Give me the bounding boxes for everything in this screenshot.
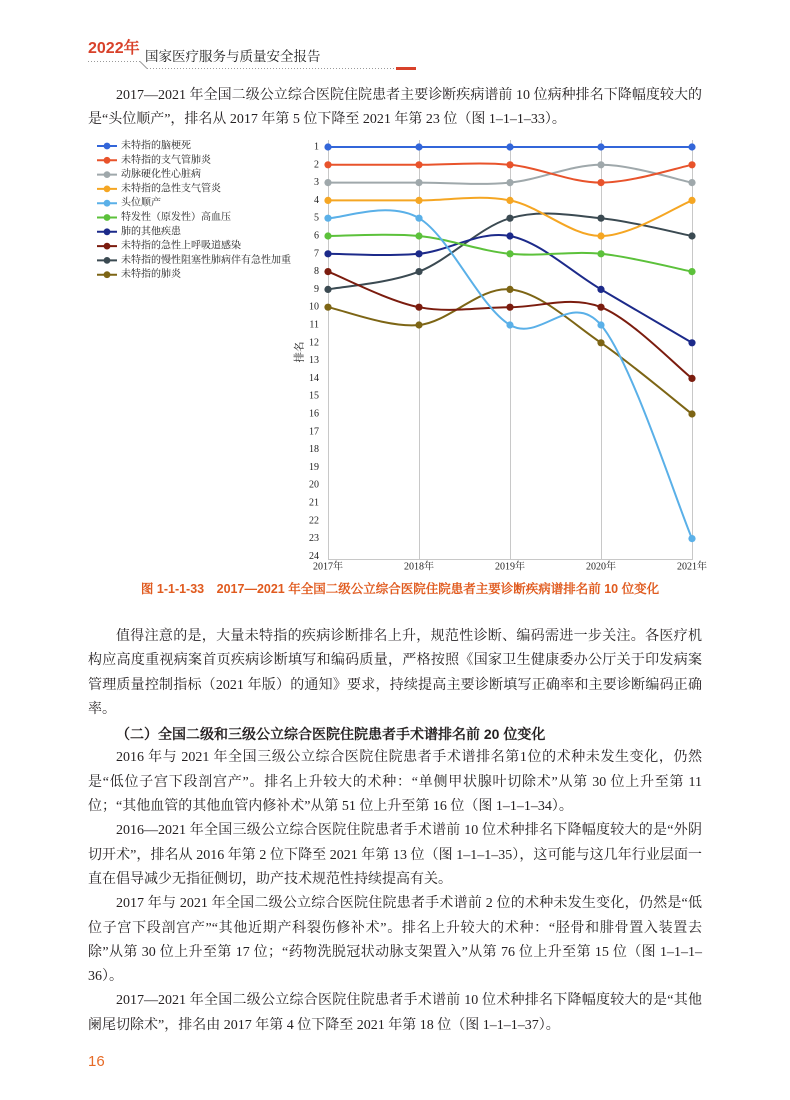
y-tick-label: 9 xyxy=(314,283,319,295)
data-point xyxy=(506,215,513,222)
data-point xyxy=(688,161,695,168)
legend-swatch-marker xyxy=(104,271,111,278)
legend-item xyxy=(97,139,191,152)
y-tick-label: 6 xyxy=(314,230,319,242)
data-point xyxy=(415,215,422,222)
legend-item xyxy=(97,167,201,180)
data-point xyxy=(415,321,422,328)
data-point xyxy=(688,232,695,239)
data-point xyxy=(506,304,513,311)
data-point xyxy=(415,197,422,204)
legend-item xyxy=(97,196,161,209)
legend-item xyxy=(97,210,231,223)
y-tick-label: 13 xyxy=(309,355,319,367)
y-tick-label: 1 xyxy=(314,141,319,153)
paragraph: 2016 年与 2021 年全国三级公立综合医院住院患者手术谱排名第1位的术种未发生变化，仍然是“低位子宫下段剖宫产”。排名上升较大的术种：“单侧甲状腺叶切除术”从第 30 位上升至第 11 位；“其他血管的其他血管内修补术”从第 51 位上升至第 16 位（图 1–1–1–34）。 xyxy=(88,750,702,815)
paragraph: 2017 年与 2021 年全国二级公立综合医院住院患者手术谱前 2 位的术种未发生变化，仍然是“低位子宫下段剖宫产”“其他近期产科裂伤修补术”。排名上升较大的术种：“胫骨和腓骨置入装置去除”从第 30 位上升至第 17 位；“药物洗脱冠状动脉支架置入”从第 76 位上升至第 15 位（图 1–1–1–36）。 xyxy=(88,896,702,985)
y-tick-label: 14 xyxy=(309,372,319,384)
legend-swatch-marker xyxy=(104,171,111,178)
y-tick-label: 16 xyxy=(309,408,319,420)
report-title: 国家医疗服务与质量安全报告 xyxy=(145,49,321,64)
legend-label: 未特指的脑梗死 xyxy=(121,140,191,152)
legend-label: 未特指的慢性阻塞性肺病伴有急性加重 xyxy=(121,254,291,266)
section-heading: （二）全国二级和三级公立综合医院住院患者手术谱排名前 20 位变化 xyxy=(116,726,546,743)
data-point xyxy=(415,232,422,239)
legend-item xyxy=(97,267,182,280)
data-point xyxy=(324,161,331,168)
legend-swatch-marker xyxy=(104,257,111,264)
data-point xyxy=(506,161,513,168)
legend-label: 动脉硬化性心脏病 xyxy=(121,169,201,181)
data-point xyxy=(324,197,331,204)
data-point xyxy=(506,197,513,204)
legend-label: 肺的其他疾患 xyxy=(121,226,181,238)
paragraph: 2016—2021 年全国三级公立综合医院住院患者手术谱前 10 位术种排名下降幅度较大的是“外阴切开术”，排名从 2016 年第 2 位下降至 2021 年第 13 位（图 1–1–1–35），这可能与这几年行业层面一直在倡导减少无指征侧切，助产技术规范性持续提高有关。 xyxy=(88,823,702,887)
legend-swatch-marker xyxy=(104,228,111,235)
data-point xyxy=(324,179,331,186)
page-number: 16 xyxy=(88,1053,105,1070)
data-point xyxy=(506,232,513,239)
legend-item xyxy=(97,239,241,252)
figure-caption xyxy=(88,580,712,598)
legend-swatch-marker xyxy=(104,186,111,193)
data-point xyxy=(597,250,604,257)
legend-label: 未特指的急性上呼吸道感染 xyxy=(121,240,241,252)
y-tick-label: 22 xyxy=(309,515,319,527)
data-point xyxy=(324,304,331,311)
data-point xyxy=(597,232,604,239)
legend-item xyxy=(97,253,291,266)
body-text xyxy=(88,625,702,1038)
legend-swatch-marker xyxy=(104,157,111,164)
data-point xyxy=(415,304,422,311)
data-point xyxy=(688,143,695,150)
y-tick-label: 8 xyxy=(314,266,319,278)
data-point xyxy=(506,143,513,150)
y-tick-label: 5 xyxy=(314,212,319,224)
x-tick-label: 2021年 xyxy=(677,561,707,573)
data-point xyxy=(324,143,331,150)
y-tick-label: 10 xyxy=(309,301,319,313)
x-tick-label: 2019年 xyxy=(495,561,525,573)
data-point xyxy=(324,215,331,222)
data-point xyxy=(324,232,331,239)
header-rule xyxy=(86,57,420,73)
data-point xyxy=(415,143,422,150)
legend-item xyxy=(97,153,212,166)
legend-swatch-marker xyxy=(104,200,111,207)
header-accent-bar xyxy=(396,67,416,70)
y-tick-label: 21 xyxy=(309,497,319,509)
y-tick-label: 19 xyxy=(309,461,319,473)
data-point xyxy=(506,250,513,257)
y-tick-label: 20 xyxy=(309,479,319,491)
data-point xyxy=(597,161,604,168)
paragraph: 2017—2021 年全国二级公立综合医院住院患者手术谱前 10 位术种排名下降幅度较大的是“其他阑尾切除术”，排名由 2017 年第 4 位下降至 2021 年第 18 位（图 1–1–1–37）。 xyxy=(88,993,702,1033)
paragraph: 2017—2021 年全国二级公立综合医院住院患者主要诊断疾病谱前 10 位病种排名下降幅度较大的是“头位顺产”，排名从 2017 年第 5 位下降至 2021 年第 23 位（图 1–1–1–33）。 xyxy=(88,88,702,128)
y-tick-label: 12 xyxy=(309,337,319,349)
data-point xyxy=(415,179,422,186)
data-point xyxy=(688,410,695,417)
figure-number: 图 1-1-1-33 xyxy=(140,582,205,596)
x-axis-ticks xyxy=(313,560,707,573)
legend-swatch-marker xyxy=(104,214,111,221)
data-point xyxy=(688,268,695,275)
data-point xyxy=(415,268,422,275)
y-tick-label: 15 xyxy=(309,390,319,402)
data-point xyxy=(597,179,604,186)
data-point xyxy=(688,197,695,204)
data-point xyxy=(415,250,422,257)
data-point xyxy=(688,535,695,542)
data-point xyxy=(324,250,331,257)
data-point xyxy=(688,179,695,186)
y-tick-label: 2 xyxy=(314,159,319,171)
y-tick-label: 24 xyxy=(309,550,319,562)
x-tick-label: 2018年 xyxy=(404,561,434,573)
legend-swatch-marker xyxy=(104,143,111,150)
data-point xyxy=(506,321,513,328)
data-point xyxy=(597,286,604,293)
data-point xyxy=(506,179,513,186)
data-point xyxy=(688,375,695,382)
legend-label: 未特指的急性支气管炎 xyxy=(121,183,221,195)
legend-label: 特发性（原发性）高血压 xyxy=(121,212,231,223)
legend-label: 未特指的肺炎 xyxy=(121,269,181,281)
legend-label: 未特指的支气管肺炎 xyxy=(121,154,211,166)
report-year: 2022年 xyxy=(88,40,140,57)
data-point xyxy=(415,161,422,168)
intro-text xyxy=(88,84,702,133)
data-point xyxy=(506,286,513,293)
data-point xyxy=(324,286,331,293)
figure-title: 2017—2021 年全国二级公立综合医院住院患者主要诊断疾病谱排名前 10 位变化 xyxy=(216,582,660,596)
y-tick-label: 17 xyxy=(309,426,319,438)
y-tick-label: 3 xyxy=(314,177,319,189)
data-point xyxy=(324,268,331,275)
y-tick-label: 11 xyxy=(309,319,319,331)
data-point xyxy=(597,143,604,150)
y-tick-label: 18 xyxy=(309,444,319,456)
data-point xyxy=(597,321,604,328)
data-point xyxy=(688,339,695,346)
legend-swatch-marker xyxy=(104,243,111,250)
data-point xyxy=(597,339,604,346)
legend-label: 头位顺产 xyxy=(121,197,161,209)
y-tick-label: 23 xyxy=(309,533,319,545)
legend-item xyxy=(97,224,182,237)
x-tick-label: 2017年 xyxy=(313,561,343,573)
y-tick-label: 4 xyxy=(314,194,319,206)
data-point xyxy=(597,304,604,311)
chart-legend xyxy=(97,139,291,281)
data-point xyxy=(597,215,604,222)
y-axis-label: 排名 xyxy=(294,341,306,363)
paragraph: 值得注意的是，大量未特指的疾病诊断排名上升，规范性诊断、编码需进一步关注。各医疗机构应高度重视病案首页疾病诊断填写和编码质量，严格按照《国家卫生健康委办公厅关于印发病案管理质量控制指标（2021 年版）的通知》要求，持续提高主要诊断填写正确率和主要诊断编码正确率。 xyxy=(88,629,702,717)
header-rule-step xyxy=(140,62,147,69)
rank-change-chart xyxy=(88,136,707,576)
series-0 xyxy=(324,143,695,150)
legend-item xyxy=(97,181,222,194)
y-axis-ticks xyxy=(309,142,319,562)
x-tick-label: 2020年 xyxy=(586,561,616,573)
y-tick-label: 7 xyxy=(314,248,319,260)
